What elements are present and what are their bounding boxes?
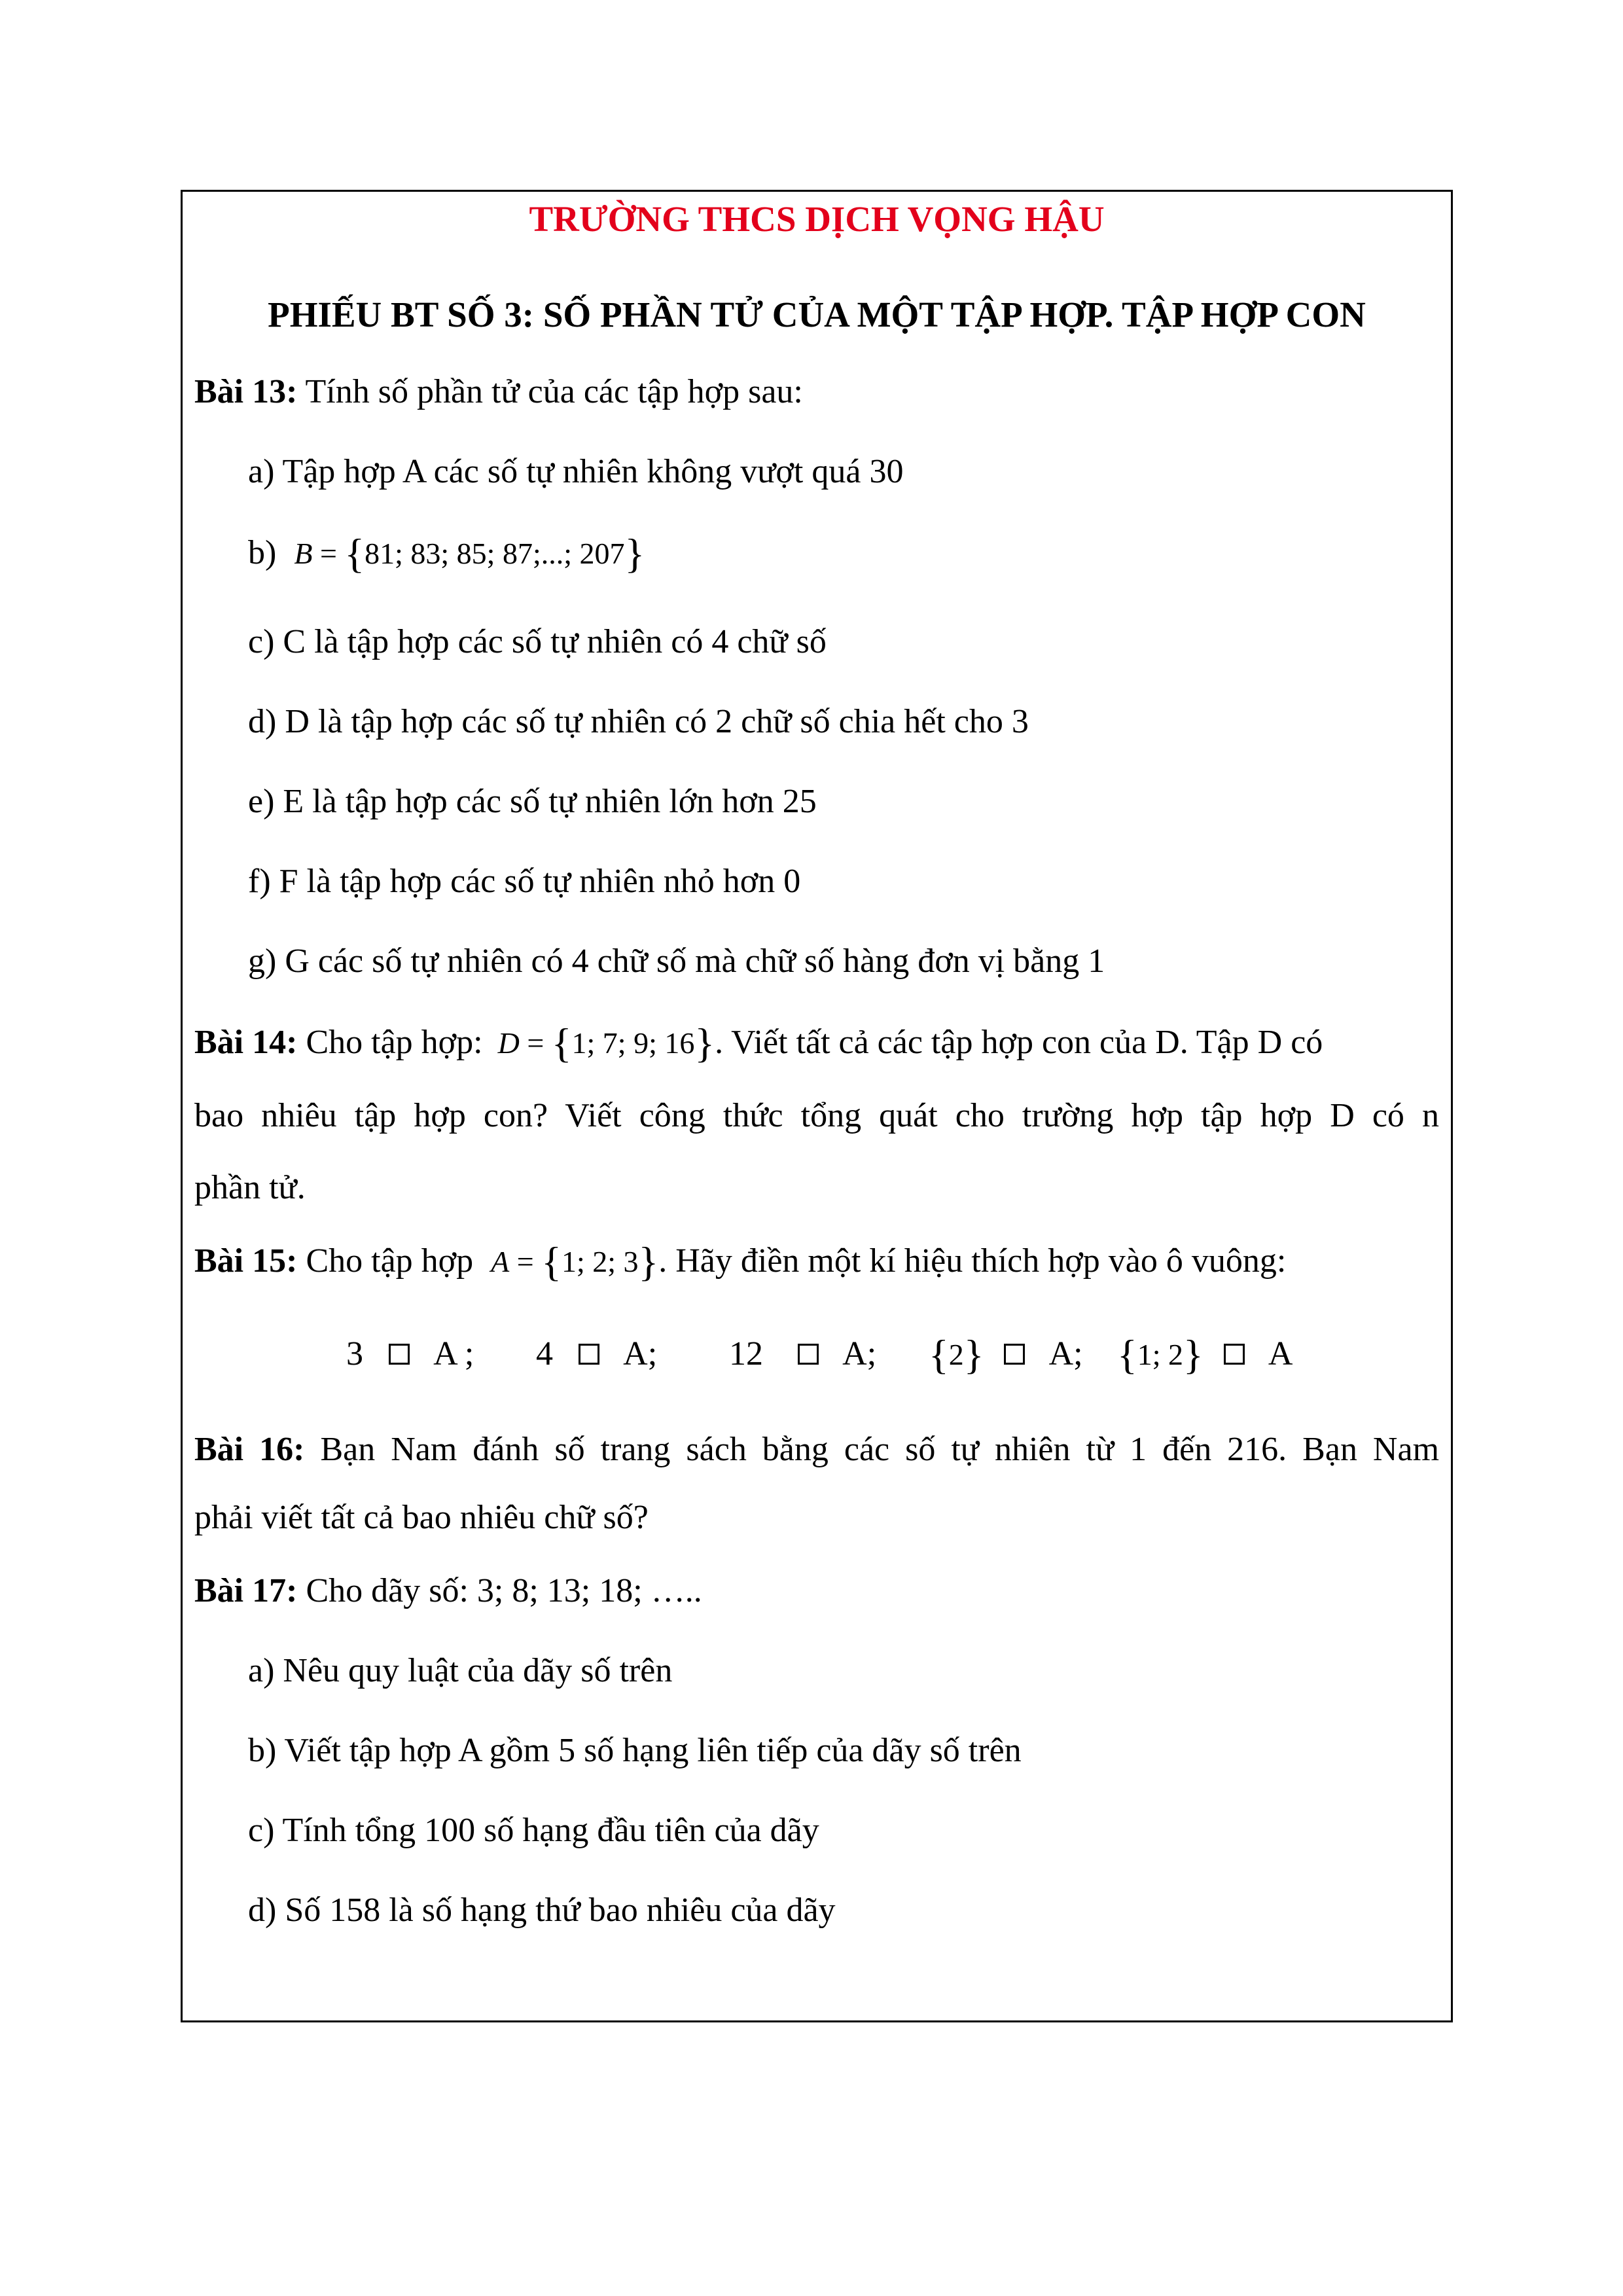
bai13-item-e: e) E là tập hợp các số tự nhiên lớn hơn 25: [248, 783, 817, 820]
symbol-item-left: 2: [948, 1338, 964, 1371]
blank-square-icon[interactable]: [1224, 1344, 1245, 1365]
bai13-heading: [194, 372, 803, 412]
bai16-label: Bài 16:: [194, 1431, 305, 1468]
blank-square-icon[interactable]: [579, 1344, 599, 1365]
set-b-elements: 81; 83; 85; 87;...; 207: [365, 537, 625, 570]
symbol-item-1: [346, 1335, 474, 1374]
bai16-text: Bạn Nam đánh số trang sách bằng các số tự nhiên từ 1 đến 216. Bạn Nam: [320, 1431, 1440, 1468]
symbol-item-left: 4: [536, 1335, 553, 1372]
bai17-text: Cho dãy số: 3; 8; 13; 18; …..: [306, 1572, 702, 1609]
bai17-item-a: a) Nêu quy luật của dãy số trên: [248, 1652, 673, 1689]
bai17-item-b: b) Viết tập hợp A gồm 5 số hạng liên tiếp của dãy số trên: [248, 1732, 1022, 1769]
symbol-item-right: A: [1268, 1335, 1293, 1372]
blank-square-icon[interactable]: [389, 1344, 410, 1365]
school-name: TRƯỜNG THCS DỊCH VỌNG HẬU: [529, 199, 1105, 239]
symbol-item-4: {2} A;: [929, 1331, 1083, 1378]
bai14-line2: bao nhiêu tập hợp con? Viết công thức tổng quát cho trường hợp tập hợp D có n: [194, 1097, 1439, 1134]
bai17-label: Bài 17:: [194, 1572, 298, 1609]
symbol-item-3: [729, 1335, 876, 1374]
bai15-text-before: Cho tập hợp: [306, 1242, 474, 1280]
set-d-variable: D: [497, 1026, 520, 1060]
symbol-item-right: A;: [842, 1335, 877, 1372]
bai14-text-after: . Viết tất cả các tập hợp con của D. Tập D có: [715, 1024, 1323, 1061]
bai17-item-d: d) Số 158 là số hạng thứ bao nhiêu của dãy: [248, 1892, 836, 1929]
bai17-item-c: c) Tính tổng 100 số hạng đầu tiên của dãy: [248, 1812, 819, 1849]
symbol-item-right: A;: [623, 1335, 658, 1372]
bai14-line1: Bài 14: Cho tập hợp: D = {1; 7; 9; 16}. Viết tất cả các tập hợp con của D. Tập D có: [194, 1020, 1323, 1066]
bai13-item-d: d) D là tập hợp các số tự nhiên có 2 chữ số chia hết cho 3: [248, 703, 1029, 740]
blank-square-icon[interactable]: [1004, 1344, 1025, 1365]
set-a-variable: A: [491, 1245, 510, 1278]
symbol-item-5: {1; 2} A: [1117, 1331, 1293, 1378]
bai14-label: Bài 14:: [194, 1024, 298, 1061]
bai13-b-prefix: b): [248, 534, 277, 571]
bai15-heading: Bài 15: Cho tập hợp A = {1; 2; 3}. Hãy điền một kí hiệu thích hợp vào ô vuông:: [194, 1238, 1287, 1285]
bai13-item-g: g) G các số tự nhiên có 4 chữ số mà chữ số hàng đơn vị bằng 1: [248, 942, 1105, 980]
symbol-item-right: A;: [1048, 1335, 1083, 1372]
blank-square-icon[interactable]: [798, 1344, 819, 1365]
bai13-label: Bài 13:: [194, 373, 298, 410]
symbol-item-left: 3: [346, 1335, 363, 1372]
bai13-item-b: b) B = {81; 83; 85; 87;...; 207}: [248, 530, 645, 577]
bai14-text-before: Cho tập hợp:: [306, 1024, 483, 1061]
symbol-item-left: 1; 2: [1137, 1338, 1183, 1371]
bai17-heading: [194, 1571, 702, 1611]
set-b-variable: B: [294, 537, 313, 570]
bai15-label: Bài 15:: [194, 1242, 298, 1280]
bai13-text: Tính số phần tử của các tập hợp sau:: [305, 373, 803, 410]
symbol-item-left: 12: [729, 1335, 763, 1372]
symbol-item-right: A ;: [433, 1335, 474, 1372]
bai13-item-a: a) Tập hợp A các số tự nhiên không vượt quá 30: [248, 453, 904, 490]
bai16-line1: [194, 1430, 1439, 1469]
sheet-title: PHIẾU BT SỐ 3: SỐ PHẦN TỬ CỦA MỘT TẬP HỢP. TẬP HỢP CON: [268, 295, 1366, 334]
bai15-text-after: . Hãy điền một kí hiệu thích hợp vào ô vuông:: [658, 1242, 1287, 1280]
set-a-elements: 1; 2; 3: [561, 1245, 639, 1278]
bai13-item-c: c) C là tập hợp các số tự nhiên có 4 chữ số: [248, 623, 827, 660]
bai16-line2: phải viết tất cả bao nhiêu chữ số?: [194, 1499, 649, 1536]
bai13-item-f: f) F là tập hợp các số tự nhiên nhỏ hơn 0: [248, 863, 801, 900]
worksheet-frame: [181, 190, 1453, 2022]
bai14-line3: phần tử.: [194, 1169, 306, 1206]
symbol-item-2: [536, 1335, 657, 1374]
set-d-elements: 1; 7; 9; 16: [571, 1026, 695, 1060]
